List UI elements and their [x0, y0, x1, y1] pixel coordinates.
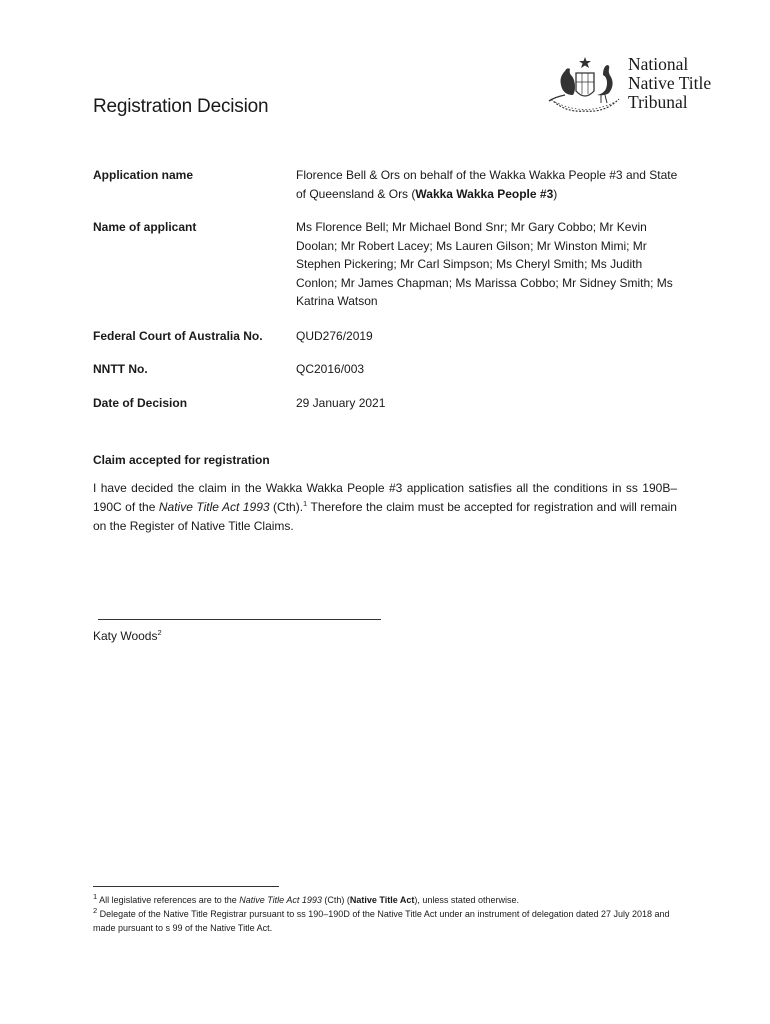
field-value: Ms Florence Bell; Mr Michael Bond Snr; Mr Gary Cobbo; Mr Kevin Doolan; Mr Robert Lacey; Ms Lauren Gilson; Mr Winston Mimi; Mr Stephen Pickering; Mr Carl Simpson; Ms Cheryl Smith; Ms Judith Conlon; Mr James Chapman; Ms Marissa Cobbo; Mr Sidney Smith; Ms Katrina Watson	[296, 220, 673, 309]
footnote-1: $^1$ All legislative references are to the Native Title Act 1993 (Cth) (Native Title Act), unless stated otherwise.	[93, 892, 519, 905]
org-name-line: Native Title	[628, 73, 712, 93]
field-value: QC2016/003	[296, 362, 365, 376]
field-value: 29 January 2021	[296, 396, 386, 410]
coat-of-arms-icon	[545, 55, 625, 117]
signature-line	[98, 619, 381, 620]
field-label: Application name	[93, 168, 194, 182]
signatory-name: Katy Woods$^2$	[93, 628, 162, 643]
section-heading: Claim accepted for registration	[93, 453, 270, 467]
footnote-ref[interactable]: 2	[157, 628, 162, 637]
org-name-line: National	[628, 54, 689, 74]
footnote-divider	[93, 886, 279, 887]
field-label: Name of applicant	[93, 220, 197, 234]
decision-paragraph: I have decided the claim in the Wakka Wakka People #3 application satisfies all the conditions in ss 190B–190C of the Native Title Act 1993 (Cth).$^1$ Therefore the claim must be accepted for registration and will remain on the Register of Native Title Claims.	[93, 481, 677, 533]
field-label: NNTT No.	[93, 362, 148, 376]
document-title: Registration Decision	[93, 96, 269, 117]
footnote-2: $^2$ Delegate of the Native Title Registrar pursuant to ss 190–190D of the Native Title Act under an instrument of delegation dated 27 July 2018 and made pursuant to s 99 of the Native Title Act.	[93, 906, 670, 933]
org-name	[628, 55, 711, 112]
footnotes	[93, 893, 677, 935]
field-label: Date of Decision	[93, 396, 188, 410]
field-label: Federal Court of Australia No.	[93, 329, 263, 343]
field-value: Florence Bell & Ors on behalf of the Wakka Wakka People #3 and State of Queensland & Ors (Wakka Wakka People #3)	[296, 168, 678, 201]
footnote-ref[interactable]: 1	[303, 499, 308, 508]
nntt-logo	[545, 55, 745, 117]
org-name-line: Tribunal	[628, 92, 688, 112]
field-value: QUD276/2019	[296, 329, 373, 343]
